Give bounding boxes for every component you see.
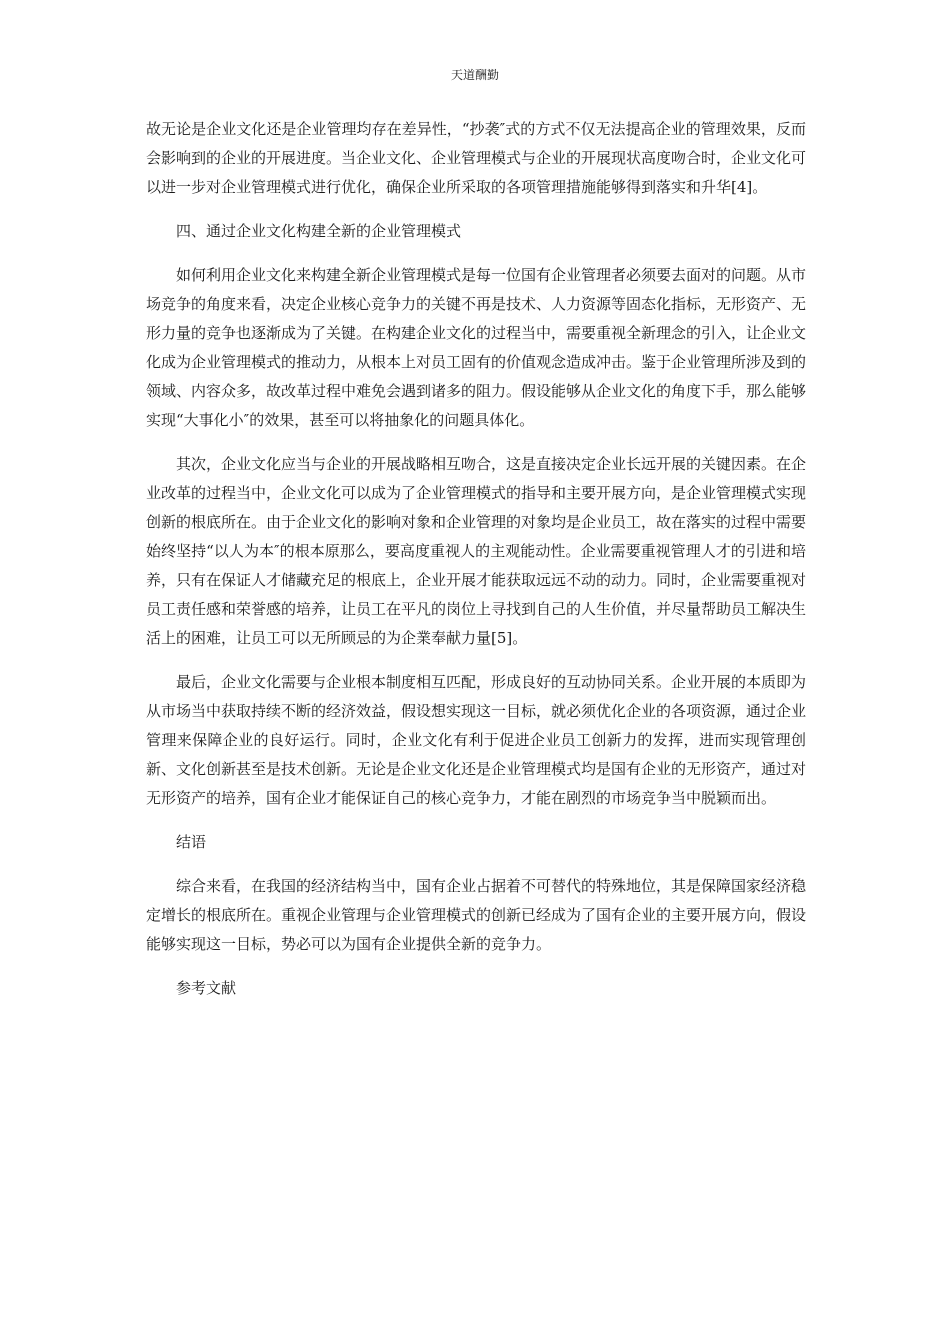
section-heading-4: 四、通过企业文化构建全新的企业管理模式 bbox=[176, 222, 462, 240]
references-heading: 参考文献 bbox=[176, 979, 237, 997]
paragraph-conclusion: 综合来看，在我国的经济结构当中，国有企业占据着不可替代的特殊地位，其是保障国家经济稳定增长的根底所在。重视企业管理与企业管理模式的创新已经成为了国有企业的主要开展方向，假设能够实现这一目标，势必可以为国有企业提供全新的竞争力。 bbox=[146, 877, 807, 953]
paragraph-institution: 最后，企业文化需要与企业根本制度相互匹配，形成良好的互动协同关系。企业开展的本质即为从市场当中获取持续不断的经济效益，假设想实现这一目标，就必须优化企业的各项资源，通过企业管理来保障企业的良好运行。同时，企业文化有利于促进企业员工创新力的发挥，进而实现管理创新、文化创新甚至是技术创新。无论是企业文化还是企业管理模式均是国有企业的无形资产，通过对无形资产的培养，国有企业才能保证自己的核心竞争力，才能在剧烈的市场竞争当中脱颖而出。 bbox=[146, 673, 807, 807]
paragraph-culture-model: 如何利用企业文化来构建全新企业管理模式是每一位国有企业管理者必须要去面对的问题。从市场竞争的角度来看，决定企业核心竞争力的关键不再是技术、人力资源等固态化指标，无形资产、无形力量的竞争也逐渐成为了关键。在构建企业文化的过程当中，需要重视全新理念的引入，让企业文化成为企业管理模式的推动力，从根本上对员工固有的价值观念造成冲击。鉴于企业管理所涉及到的领域、内容众多，故改革过程中难免会遇到诸多的阻力。假设能够从企业文化的角度下手，那么能够实现“大事化小″的效果，甚至可以将抽象化的问题具体化。 bbox=[146, 266, 807, 429]
page-header: 天道酬勤 bbox=[450, 68, 499, 82]
paragraph-continuation: 故无论是企业文化还是企业管理均存在差异性，“抄袭″式的方式不仅无法提高企业的管理效果，反而会影响到的企业的开展进度。当企业文化、企业管理模式与企业的开展现状高度吻合时，企业文化可以进一步对企业管理模式进行优化，确保企业所采取的各项管理措施能够得到落实和升华[4]。 bbox=[146, 120, 807, 196]
document-body bbox=[146, 115, 806, 1018]
conclusion-heading: 结语 bbox=[176, 833, 207, 851]
paragraph-strategy: 其次，企业文化应当与企业的开展战略相互吻合，这是直接决定企业长远开展的关键因素。在企业改革的过程当中，企业文化可以成为了企业管理模式的指导和主要开展方向，是企业管理模式实现创新的根底所在。由于企业文化的影响对象和企业管理的对象均是企业员工，故在落实的过程中需要始终坚持“以人为本″的根本原那么，要高度重视人的主观能动性。企业需要重视管理人才的引进和培养，只有在保证人才储藏充足的根底上，企业开展才能获取远远不动的动力。同时，企业需要重视对员工责任感和荣誉感的培养，让员工在平凡的岗位上寻找到自己的人生价值，并尽量帮助员工解决生活上的困难，让员工可以无所顾忌的为企業奉献力量[5]。 bbox=[146, 455, 807, 647]
